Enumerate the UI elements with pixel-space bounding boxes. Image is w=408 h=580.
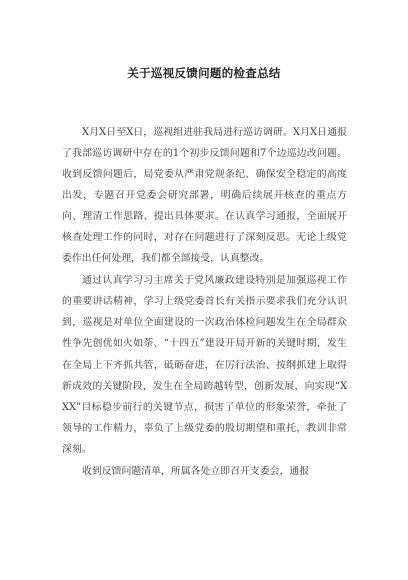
document-body — [62, 122, 347, 483]
paragraph-2: 通过认真学习习主席关于党风廉政建设特别是加强巡视工作的重要讲话精神，学习上级党委首长有关指示要求我们充分认识到，巡视是对单位全面建设的一次政治体检问题发生在全局群众性争先创优如火如荼、“十四五”建设开局开新的关键时期，发生在全局上下齐抓共管，砥砺奋进，在厉行法治、按纲抓建上取得新成效的关键阶段，发生在全局跨越转型，创新发展，向实现“XXX”目标稳步前行的关键节点，损害了单位的形象荣誉，牵扯了领导的工作精力，辜负了上级党委的殷切期望和重托，教训非常深刻。 — [62, 275, 347, 455]
document-title: 关于巡视反馈问题的检查总结 — [127, 66, 281, 80]
paragraph-1: X月X日至X日，巡视组进驻我局进行巡访调研。X月X日通报了我部巡访调研中存在的1个初步反馈问题和7个边巡边改问题。收到反馈问题后，局党委从严肃党规条纪、确保安全稳定的高度出发，专题召开党委会研究部署，明确后续展开核查的重点方向、理清工作思路、提出具体要求。在认真学习通报，全面展开核查处理工作的同时，对存在问题进行了深刻反思。无论上级党委作出任何处理，我们都全部接受，认真整改。 — [62, 127, 347, 265]
paragraph-3: 收到反馈问题清单，所属各处立即召开支委会，通报 — [82, 465, 310, 477]
